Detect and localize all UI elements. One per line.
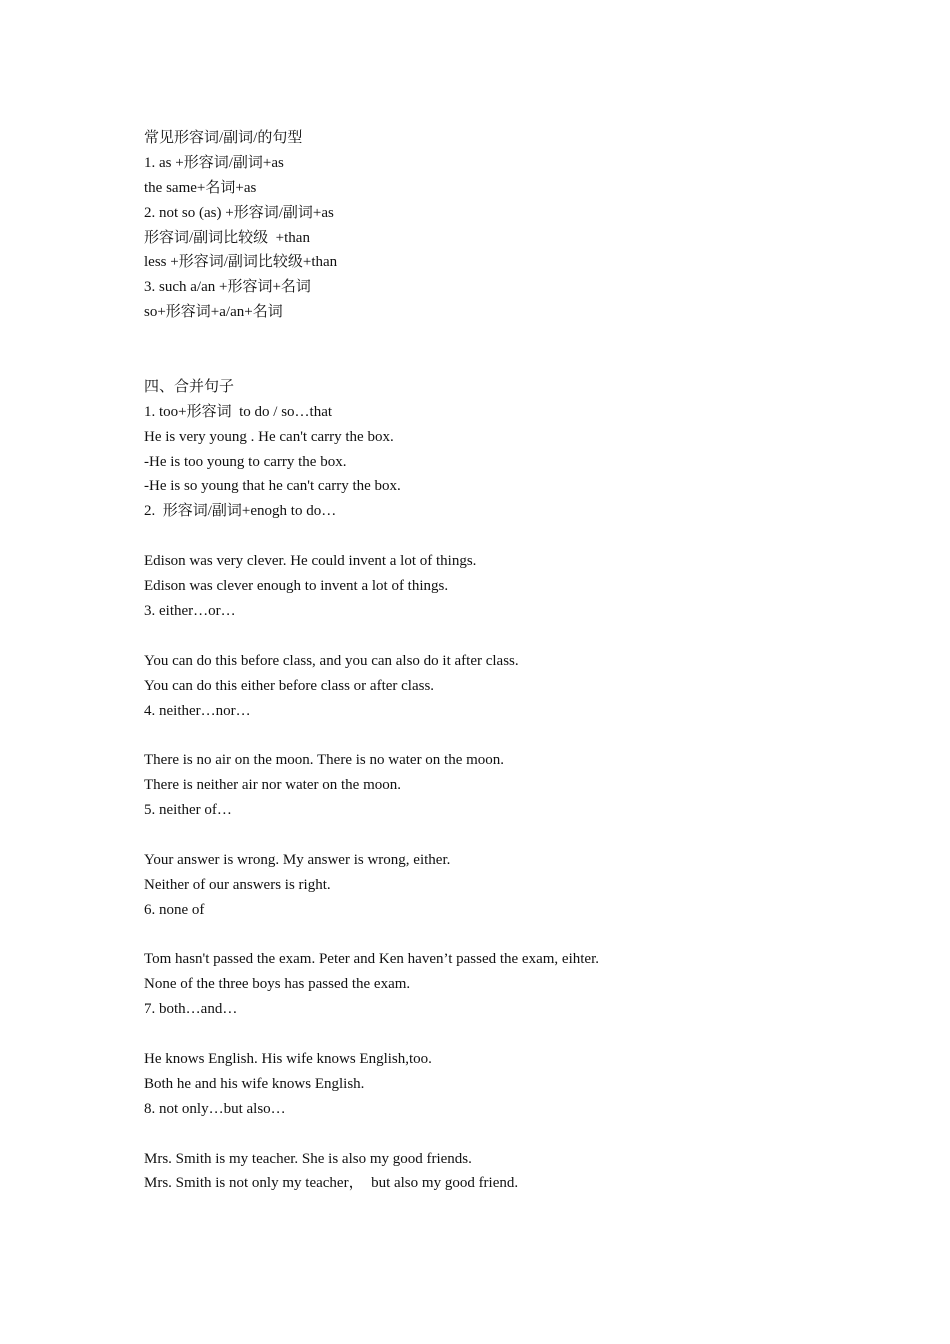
patterns-title: 常见形容词/副词/的句型 <box>144 130 303 146</box>
example-line: Mrs. Smith is my teacher. She is also my good friends. <box>144 1150 472 1167</box>
example-line: -He is too young to carry the box. <box>144 453 347 470</box>
item-heading: 5. neither of… <box>144 802 232 819</box>
pattern-line: 2. not so (as) +形容词/副词+as <box>144 204 334 221</box>
pattern-line: 1. as +形容词/副词+as <box>144 154 284 171</box>
spacer <box>144 1022 864 1047</box>
example-line: There is neither air nor water on the moon. <box>144 777 401 794</box>
pattern-line: so+形容词+a/an+名词 <box>144 304 283 321</box>
document-page <box>144 126 864 1196</box>
example-line: He knows English. His wife knows English,too. <box>144 1050 432 1067</box>
item-heading: 7. both…and… <box>144 1001 238 1018</box>
example-line: Edison was very clever. He could invent a lot of things. <box>144 553 477 570</box>
pattern-line: the same+名词+as <box>144 179 257 196</box>
item-heading: 2. 形容词/副词+enogh to do… <box>144 503 337 520</box>
item-heading: 6. none of <box>144 901 205 918</box>
pattern-line: 形容词/副词比较级 +than <box>144 229 310 246</box>
spacer <box>144 325 864 375</box>
spacer <box>144 524 864 549</box>
spacer <box>144 823 864 848</box>
example-line: Tom hasn't passed the exam. Peter and Ken haven’t passed the exam, eihter. <box>144 951 599 968</box>
item-heading: 3. either…or… <box>144 602 236 619</box>
spacer <box>144 1122 864 1147</box>
example-line: Both he and his wife knows English. <box>144 1075 365 1092</box>
example-line: Edison was clever enough to invent a lot of things. <box>144 578 449 595</box>
example-line: Neither of our answers is right. <box>144 876 331 893</box>
example-line: -He is so young that he can't carry the box. <box>144 478 401 495</box>
example-line: Mrs. Smith is not only my teacher， but also my good friend. <box>144 1175 519 1192</box>
example-line: He is very young . He can't carry the box. <box>144 428 394 445</box>
item-heading: 4. neither…nor… <box>144 702 251 719</box>
example-line: Your answer is wrong. My answer is wrong, either. <box>144 851 451 868</box>
example-line: You can do this either before class or after class. <box>144 677 435 694</box>
example-line: You can do this before class, and you can also do it after class. <box>144 652 519 669</box>
pattern-line: 3. such a/an +形容词+名词 <box>144 279 311 296</box>
spacer <box>144 923 864 948</box>
item-heading: 1. too+形容词 to do / so…that <box>144 403 333 420</box>
example-line: None of the three boys has passed the exam. <box>144 976 411 993</box>
spacer <box>144 723 864 748</box>
combine-title: 四、合并句子 <box>144 378 235 395</box>
item-heading: 8. not only…but also… <box>144 1100 286 1117</box>
example-line: There is no air on the moon. There is no water on the moon. <box>144 752 505 769</box>
pattern-line: less +形容词/副词比较级+than <box>144 254 338 271</box>
spacer <box>144 624 864 649</box>
